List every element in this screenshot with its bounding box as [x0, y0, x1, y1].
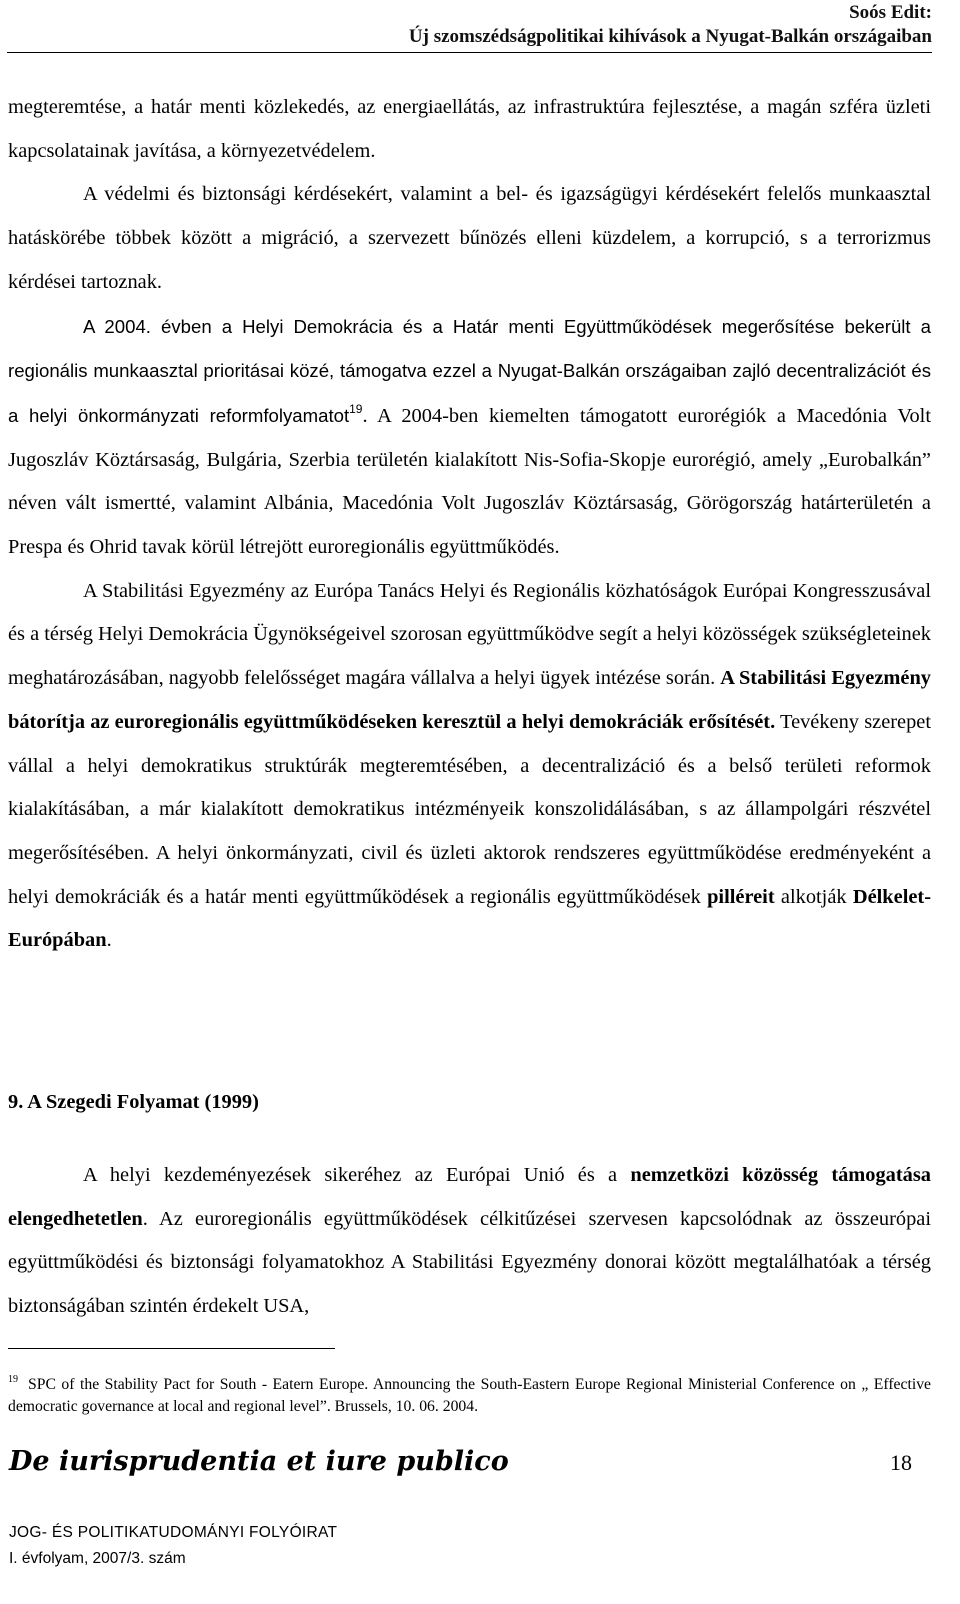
section-text: [8, 1154, 931, 1329]
footnote-separator: [8, 1348, 335, 1349]
page-number: 18: [890, 1450, 912, 1475]
footnote-reference: 19: [349, 401, 363, 416]
footnote-text: SPC of the Stability Pact for South - Eatern Europe. Announcing the South-Eastern Europe Regional Ministerial Conference on „ Effective democratic governance at local and regional level”. Brussels, 10. 06. 2004.: [8, 1376, 931, 1415]
paragraph-4-text-d: .: [106, 929, 112, 952]
paragraph-2: A védelmi és biztonsági kérdésekért, valamint a bel- és igazságügyi kérdésekért felelős munkaasztal hatáskörébe többek között a migráció, a szervezett bűnözés elleni küzdelem, a korrupció, s a terrorizmus kérdései tartoznak.: [8, 183, 931, 293]
paragraph-3-sans-text: A 2004. évben a Helyi Demokrácia és a Határ menti Együttműködések megerősítése bekerült a regionális munkaasztal prioritásai közé, támogatva ezzel a Nyugat-Balkán országaiban zajló decentralizációt és a helyi önkormányzati reformfolyamatot: [8, 315, 931, 426]
journal-volume: I. évfolyam, 2007/3. szám: [9, 1550, 186, 1567]
paragraph-3: [8, 305, 931, 570]
header-rule: [7, 52, 932, 53]
paragraph-5-bold: nemzetközi közösség támogatása elengedhetetlen: [8, 1164, 931, 1230]
paragraph-5: [8, 1154, 931, 1329]
journal-title: De iurisprudentia et iure publico: [9, 1446, 509, 1477]
footnote: [8, 1374, 931, 1418]
paragraph-4-bold-pillars: pilléreit: [707, 885, 775, 908]
paragraph-5-text-a: A helyi kezdeményezések sikeréhez az Európai Unió és a: [83, 1164, 631, 1186]
paragraph-4-text-a: A Stabilitási Egyezmény az Európa Tanács Helyi és Regionális közhatóságok Európai Kongresszusával és a térség Helyi Demokrácia Ügynökségeivel szorosan együttműködve segít a helyi közösségek szükségleteinek meghatározásában, nagyobb felelősséget magára vállalva a helyi ügyek intézése során.: [8, 579, 931, 690]
running-header-author: Soós Edit:: [849, 2, 932, 23]
footnote-number: 19: [8, 1374, 18, 1385]
paragraph-5-text-b: . Az euroregionális együttműködések célkitűzései szervesen kapcsolódnak az összeurópai együttműködési és biztonsági folyamatokhoz A Stabilitási Egyezmény donorai között megtalálhatóak a térség biztonságában szintén érdekelt USA,: [8, 1207, 931, 1318]
journal-subtitle: JOG- ÉS POLITIKATUDOMÁNYI FOLYÓIRAT: [9, 1524, 338, 1541]
paragraph-3-serif-text: . A 2004-ben kiemelten támogatott eurorégiók a Macedónia Volt Jugoszláv Köztársaság, Bulgária, Szerbia területén kialakított Nis-Sofia-Skopje eurorégió, amely „Eurobalkán” néven vált ismertté, valamint Albánia, Macedónia Volt Jugoszláv Köztársaság, Görögország határterületén a Prespa és Ohrid tavak körül létrejött euroregionális együttműködés.: [8, 404, 931, 559]
paragraph-4-text-c: alkotják: [774, 885, 853, 908]
paragraph-4-bold-sentence: A Stabilitási Egyezmény bátorítja az euroregionális együttműködéseken keresztül a helyi demokráciák erősítését.: [8, 667, 931, 733]
paragraph-4-bold-region: Délkelet-Európában: [8, 885, 931, 952]
paragraph-1: megteremtése, a határ menti közlekedés, az energiaellátás, az infrastruktúra fejlesztése, a magán szféra üzleti kapcsolatainak javítása, a környezetvédelem.: [8, 96, 931, 162]
section-heading: 9. A Szegedi Folyamat (1999): [8, 1091, 259, 1113]
main-text: [8, 86, 931, 963]
paragraph-4-text-b: Tevékeny szerepet vállal a helyi demokratikus struktúrák megteremtésében, a decentralizáció és a belső területi reformok kialakításában, a már kialakított demokratikus intézményeik konszolidálásában, s az állampolgári részvétel megerősítésében. A helyi önkormányzati, civil és üzleti aktorok rendszeres együttműködése eredményeként a helyi demokráciák és a határ menti együttműködések a regionális együttműködések: [8, 710, 931, 908]
paragraph-4: [8, 570, 931, 963]
running-header-title: Új szomszédságpolitikai kihívások a Nyugat-Balkán országaiban: [408, 26, 932, 47]
